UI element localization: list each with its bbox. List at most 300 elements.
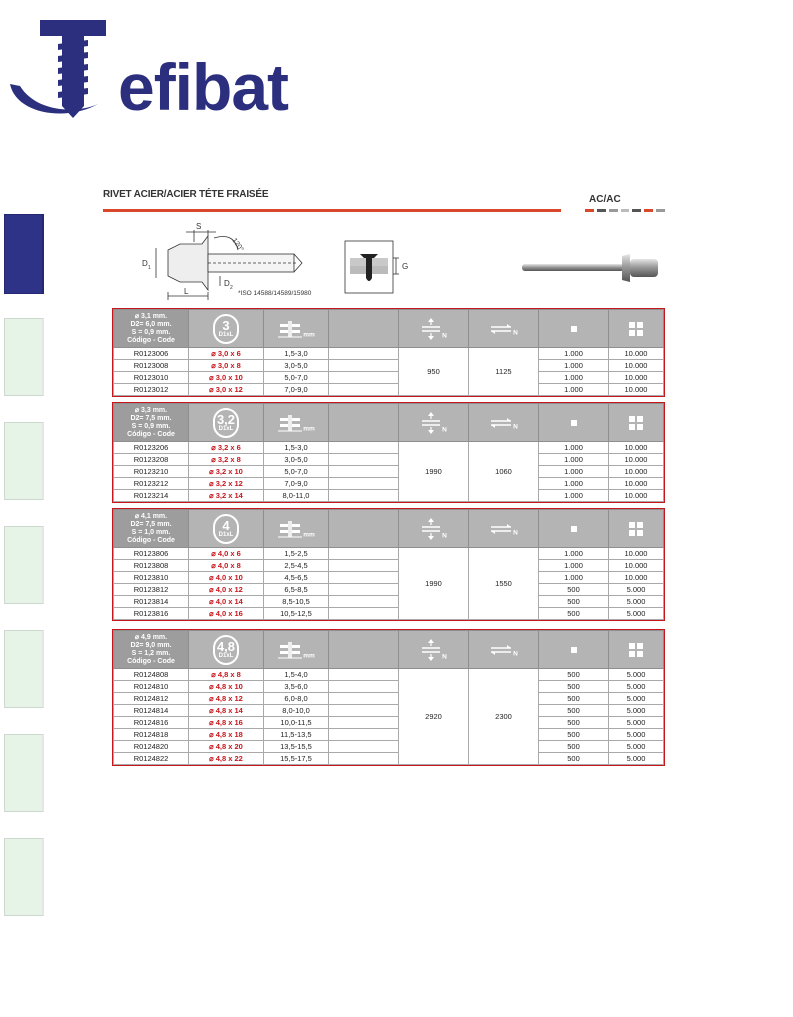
- product-dimension: ⌀ 3,2 x 12: [189, 478, 264, 490]
- empty-cell: [329, 596, 399, 608]
- unit-n: N: [442, 653, 447, 660]
- box-quantity: 500: [539, 693, 609, 705]
- tensile-strength: 950: [399, 348, 469, 396]
- pack-header: [609, 404, 664, 442]
- product-dimension: ⌀ 4,0 x 10: [189, 572, 264, 584]
- box-quantity: 1.000: [539, 478, 609, 490]
- length-icon: [277, 519, 303, 539]
- pack-quantity: 10.000: [609, 490, 664, 502]
- empty-header: [329, 404, 399, 442]
- pack-quantity: 10.000: [609, 572, 664, 584]
- shear-header: [469, 631, 539, 669]
- code-header-label: Código - Code: [127, 657, 175, 665]
- grip-range: 1,5-2,5: [264, 548, 329, 560]
- diameter-badge-sub: D1xL: [218, 531, 234, 538]
- box-quantity: 500: [539, 596, 609, 608]
- product-code: R0123806: [114, 548, 189, 560]
- box-quantity: 500: [539, 705, 609, 717]
- empty-header: [329, 310, 399, 348]
- grip-range: 1,5-3,0: [264, 348, 329, 360]
- installed-rivet-drawing: [344, 240, 416, 296]
- material-dash: [632, 209, 641, 212]
- tensile-header: [399, 404, 469, 442]
- table-header-row: [114, 310, 664, 348]
- empty-cell: [329, 478, 399, 490]
- product-dimension: ⌀ 3,2 x 6: [189, 442, 264, 454]
- unit-mm: mm: [303, 531, 315, 538]
- empty-cell: [329, 442, 399, 454]
- product-dimension: ⌀ 4,0 x 6: [189, 548, 264, 560]
- label-d2-sub: 2: [230, 285, 233, 291]
- product-code: R0123008: [114, 360, 189, 372]
- material-dash: [597, 209, 606, 212]
- pack-header: [609, 510, 664, 548]
- product-dimension: ⌀ 4,8 x 12: [189, 693, 264, 705]
- table-row: [114, 681, 664, 693]
- empty-cell: [329, 729, 399, 741]
- shear-strength: 2300: [469, 669, 539, 765]
- empty-cell: [329, 753, 399, 765]
- pack-quantity: 10.000: [609, 348, 664, 360]
- table-row: [114, 693, 664, 705]
- product-table: [113, 630, 664, 765]
- spec-line: S = 1,2 mm.: [131, 649, 171, 657]
- empty-cell: [329, 608, 399, 620]
- product-code: R0123814: [114, 596, 189, 608]
- product-dimension: ⌀ 4,0 x 12: [189, 584, 264, 596]
- product-code: R0124818: [114, 729, 189, 741]
- side-tab-3[interactable]: [4, 422, 44, 500]
- side-tab-2[interactable]: [4, 318, 44, 396]
- label-angle: 120°: [230, 237, 245, 254]
- empty-cell: [329, 572, 399, 584]
- pack-quantity: 5.000: [609, 584, 664, 596]
- tensile-strength: 1990: [399, 442, 469, 502]
- side-tab-active[interactable]: [4, 214, 44, 294]
- tensile-force-icon: [420, 412, 442, 434]
- material-dash: [585, 209, 594, 212]
- tensile-header: [399, 310, 469, 348]
- box-icon: [569, 524, 579, 534]
- box-quantity: 1.000: [539, 548, 609, 560]
- pack-quantity: 5.000: [609, 693, 664, 705]
- table-row: [114, 466, 664, 478]
- shear-strength: 1060: [469, 442, 539, 502]
- spec-header: [114, 631, 189, 669]
- table-row: [114, 705, 664, 717]
- shear-strength: 1550: [469, 548, 539, 620]
- box-quantity: 1.000: [539, 384, 609, 396]
- diameter-header: [189, 510, 264, 548]
- table-row: [114, 596, 664, 608]
- diameter-badge-value: 4,8: [216, 638, 236, 654]
- box-quantity: 500: [539, 729, 609, 741]
- table-row: [114, 729, 664, 741]
- grip-range: 3,0-5,0: [264, 454, 329, 466]
- grip-range: 13,5-15,5: [264, 741, 329, 753]
- box-header: [539, 510, 609, 548]
- product-dimension: ⌀ 4,0 x 14: [189, 596, 264, 608]
- code-header-label: Código - Code: [127, 536, 175, 544]
- pack-quantity: 5.000: [609, 717, 664, 729]
- spec-line: D2= 7,5 mm.: [130, 414, 172, 422]
- spec-line: D2= 6,0 mm.: [130, 320, 172, 328]
- box-quantity: 500: [539, 608, 609, 620]
- grip-range: 8,0-11,0: [264, 490, 329, 502]
- label-d2: D: [224, 279, 230, 288]
- grip-range: 5,0-7,0: [264, 372, 329, 384]
- material-label: AC/AC: [589, 194, 621, 205]
- side-tab-4[interactable]: [4, 526, 44, 604]
- pack-quantity: 10.000: [609, 478, 664, 490]
- product-dimension: ⌀ 4,8 x 10: [189, 681, 264, 693]
- length-icon: [277, 640, 303, 660]
- table-header-row: [114, 404, 664, 442]
- spec-header: [114, 310, 189, 348]
- pack-header: [609, 310, 664, 348]
- code-header-label: Código - Code: [127, 336, 175, 344]
- product-dimension: ⌀ 4,8 x 16: [189, 717, 264, 729]
- material-dashes: [585, 209, 665, 212]
- pack-quantity: 5.000: [609, 608, 664, 620]
- box-quantity: 1.000: [539, 560, 609, 572]
- product-code: R0123012: [114, 384, 189, 396]
- pack-icon: [628, 521, 644, 537]
- pack-quantity: 5.000: [609, 741, 664, 753]
- pack-quantity: 5.000: [609, 596, 664, 608]
- diameter-badge-sub: D1xL: [218, 652, 234, 659]
- product-code: R0124816: [114, 717, 189, 729]
- table-row: [114, 360, 664, 372]
- box-quantity: 1.000: [539, 454, 609, 466]
- empty-header: [329, 631, 399, 669]
- product-code: R0123006: [114, 348, 189, 360]
- spec-line: D2= 7,5 mm.: [130, 520, 172, 528]
- table-row: [114, 560, 664, 572]
- empty-cell: [329, 717, 399, 729]
- pack-quantity: 5.000: [609, 753, 664, 765]
- product-dimension: ⌀ 3,2 x 8: [189, 454, 264, 466]
- side-tab-6[interactable]: [4, 734, 44, 812]
- shear-strength: 1125: [469, 348, 539, 396]
- product-dimension: ⌀ 4,8 x 8: [189, 669, 264, 681]
- table-row: [114, 454, 664, 466]
- box-quantity: 1.000: [539, 348, 609, 360]
- pack-quantity: 5.000: [609, 705, 664, 717]
- table-row: [114, 669, 664, 681]
- product-code: R0123214: [114, 490, 189, 502]
- table-row: [114, 717, 664, 729]
- unit-n: N: [442, 532, 447, 539]
- tensile-force-icon: [420, 318, 442, 340]
- spec-line: ⌀ 3,1 mm.: [134, 312, 168, 320]
- table-row: [114, 608, 664, 620]
- box-header: [539, 404, 609, 442]
- grip-range: 6,0-8,0: [264, 693, 329, 705]
- diameter-badge-value: 3: [222, 317, 230, 333]
- box-quantity: 500: [539, 753, 609, 765]
- grip-range: 7,0-9,0: [264, 384, 329, 396]
- shear-header: [469, 404, 539, 442]
- diameter-header: [189, 404, 264, 442]
- label-g: G: [402, 262, 409, 271]
- material-dash: [656, 209, 665, 212]
- box-icon: [569, 324, 579, 334]
- diameter-badge-sub: D1xL: [218, 425, 234, 432]
- spec-line: ⌀ 3,3 mm.: [134, 406, 168, 414]
- tensile-force-icon: [420, 518, 442, 540]
- grip-range: 8,0-10,0: [264, 705, 329, 717]
- grip-range: 6,5-8,5: [264, 584, 329, 596]
- empty-cell: [329, 348, 399, 360]
- tensile-strength: 2920: [399, 669, 469, 765]
- grip-range: 2,5-4,5: [264, 560, 329, 572]
- tensile-force-icon: [420, 639, 442, 661]
- product-dimension: ⌀ 4,8 x 14: [189, 705, 264, 717]
- table-row: [114, 753, 664, 765]
- product-dimension: ⌀ 3,0 x 6: [189, 348, 264, 360]
- box-quantity: 1.000: [539, 372, 609, 384]
- box-header: [539, 631, 609, 669]
- table-header-row: [114, 510, 664, 548]
- box-quantity: 1.000: [539, 490, 609, 502]
- pack-quantity: 10.000: [609, 372, 664, 384]
- side-tab-5[interactable]: [4, 630, 44, 708]
- shear-header: [469, 310, 539, 348]
- table-row: [114, 478, 664, 490]
- grip-range: 1,5-4,0: [264, 669, 329, 681]
- pack-icon: [628, 321, 644, 337]
- product-table: [113, 509, 664, 620]
- box-icon: [569, 645, 579, 655]
- product-code: R0123210: [114, 466, 189, 478]
- rivet-photo: [518, 252, 664, 284]
- grip-range: 11,5-13,5: [264, 729, 329, 741]
- diameter-badge-sub: D1xL: [218, 331, 234, 338]
- product-dimension: ⌀ 4,8 x 22: [189, 753, 264, 765]
- pack-quantity: 5.000: [609, 669, 664, 681]
- product-code: R0123010: [114, 372, 189, 384]
- shear-force-icon: [489, 415, 513, 431]
- grip-range: 5,0-7,0: [264, 466, 329, 478]
- grip-header: [264, 510, 329, 548]
- length-icon: [277, 413, 303, 433]
- product-code: R0123812: [114, 584, 189, 596]
- pack-quantity: 5.000: [609, 729, 664, 741]
- spec-line: ⌀ 4,9 mm.: [134, 633, 168, 641]
- product-dimension: ⌀ 4,0 x 16: [189, 608, 264, 620]
- empty-cell: [329, 741, 399, 753]
- diameter-badge: [213, 635, 239, 665]
- product-code: R0123212: [114, 478, 189, 490]
- product-code: R0123808: [114, 560, 189, 572]
- product-dimension: ⌀ 4,8 x 18: [189, 729, 264, 741]
- pack-quantity: 10.000: [609, 454, 664, 466]
- spec-header: [114, 404, 189, 442]
- pack-quantity: 10.000: [609, 384, 664, 396]
- unit-n: N: [513, 329, 518, 336]
- spec-line: S = 1,0 mm.: [131, 528, 171, 536]
- empty-cell: [329, 681, 399, 693]
- unit-mm: mm: [303, 331, 315, 338]
- diameter-badge: [213, 408, 239, 438]
- pack-header: [609, 631, 664, 669]
- product-table: [113, 309, 664, 396]
- box-icon: [569, 418, 579, 428]
- spec-line: S = 0,9 mm.: [131, 422, 171, 430]
- diameter-header: [189, 631, 264, 669]
- box-quantity: 1.000: [539, 360, 609, 372]
- pack-quantity: 10.000: [609, 360, 664, 372]
- iso-note: *ISO 14588/14589/15980: [238, 290, 312, 297]
- box-quantity: 1.000: [539, 442, 609, 454]
- pack-quantity: 5.000: [609, 681, 664, 693]
- empty-header: [329, 510, 399, 548]
- section-title: RIVET ACIER/ACIER TÉTE FRAISÉE: [103, 189, 269, 200]
- table-header-row: [114, 631, 664, 669]
- unit-n: N: [513, 423, 518, 430]
- code-header-label: Código - Code: [127, 430, 175, 438]
- product-code: R0124808: [114, 669, 189, 681]
- grip-range: 8,5-10,5: [264, 596, 329, 608]
- brand-name: efibat: [118, 50, 289, 124]
- product-dimension: ⌀ 3,0 x 8: [189, 360, 264, 372]
- screw-logo-icon: [6, 14, 126, 124]
- diameter-header: [189, 310, 264, 348]
- product-code: R0124822: [114, 753, 189, 765]
- table-row: [114, 584, 664, 596]
- grip-range: 3,0-5,0: [264, 360, 329, 372]
- pack-quantity: 10.000: [609, 442, 664, 454]
- grip-range: 15,5-17,5: [264, 753, 329, 765]
- spec-line: ⌀ 4,1 mm.: [134, 512, 168, 520]
- empty-cell: [329, 560, 399, 572]
- brand-logo: [6, 14, 326, 124]
- table-row: [114, 442, 664, 454]
- product-code: R0124820: [114, 741, 189, 753]
- diameter-badge-value: 4: [222, 517, 230, 533]
- section-underline: [103, 209, 561, 212]
- pack-icon: [628, 415, 644, 431]
- grip-range: 10,0-11,5: [264, 717, 329, 729]
- empty-cell: [329, 372, 399, 384]
- table-row: [114, 490, 664, 502]
- shear-header: [469, 510, 539, 548]
- product-dimension: ⌀ 3,0 x 10: [189, 372, 264, 384]
- empty-cell: [329, 705, 399, 717]
- product-dimension: ⌀ 4,0 x 8: [189, 560, 264, 572]
- spec-header: [114, 510, 189, 548]
- box-header: [539, 310, 609, 348]
- empty-cell: [329, 693, 399, 705]
- empty-cell: [329, 548, 399, 560]
- spec-line: D2= 9,0 mm.: [130, 641, 172, 649]
- tensile-header: [399, 631, 469, 669]
- grip-range: 10,5-12,5: [264, 608, 329, 620]
- material-dash: [609, 209, 618, 212]
- product-code: R0124810: [114, 681, 189, 693]
- pack-quantity: 10.000: [609, 560, 664, 572]
- material-dash: [644, 209, 653, 212]
- label-d1-sub: 1: [148, 265, 151, 271]
- diameter-badge: [213, 314, 239, 344]
- unit-n: N: [442, 332, 447, 339]
- grip-header: [264, 404, 329, 442]
- empty-cell: [329, 584, 399, 596]
- empty-cell: [329, 466, 399, 478]
- shear-force-icon: [489, 642, 513, 658]
- table-row: [114, 741, 664, 753]
- table-row: [114, 572, 664, 584]
- table-row: [114, 384, 664, 396]
- box-quantity: 1.000: [539, 466, 609, 478]
- product-code: R0123208: [114, 454, 189, 466]
- grip-range: 1,5-3,0: [264, 442, 329, 454]
- product-dimension: ⌀ 3,2 x 10: [189, 466, 264, 478]
- empty-cell: [329, 360, 399, 372]
- product-dimension: ⌀ 3,0 x 12: [189, 384, 264, 396]
- table-row: [114, 548, 664, 560]
- label-l: L: [184, 287, 189, 296]
- unit-n: N: [513, 529, 518, 536]
- unit-mm: mm: [303, 425, 315, 432]
- grip-range: 7,0-9,0: [264, 478, 329, 490]
- unit-n: N: [442, 426, 447, 433]
- spec-line: S = 0,9 mm.: [131, 328, 171, 336]
- diameter-badge-value: 3,2: [216, 411, 236, 427]
- label-d1: D: [142, 259, 148, 268]
- product-code: R0124814: [114, 705, 189, 717]
- box-quantity: 500: [539, 669, 609, 681]
- product-dimension: ⌀ 3,2 x 14: [189, 490, 264, 502]
- box-quantity: 500: [539, 681, 609, 693]
- product-code: R0123810: [114, 572, 189, 584]
- grip-header: [264, 310, 329, 348]
- pack-icon: [628, 642, 644, 658]
- tensile-header: [399, 510, 469, 548]
- empty-cell: [329, 490, 399, 502]
- unit-mm: mm: [303, 652, 315, 659]
- product-table: [113, 403, 664, 502]
- product-dimension: ⌀ 4,8 x 20: [189, 741, 264, 753]
- unit-n: N: [513, 650, 518, 657]
- empty-cell: [329, 384, 399, 396]
- diameter-badge: [213, 514, 239, 544]
- table-row: [114, 372, 664, 384]
- empty-cell: [329, 454, 399, 466]
- box-quantity: 500: [539, 717, 609, 729]
- box-quantity: 500: [539, 741, 609, 753]
- product-code: R0123206: [114, 442, 189, 454]
- shear-force-icon: [489, 521, 513, 537]
- empty-cell: [329, 669, 399, 681]
- grip-range: 4,5-6,5: [264, 572, 329, 584]
- box-quantity: 500: [539, 584, 609, 596]
- label-s: S: [196, 222, 202, 231]
- pack-quantity: 10.000: [609, 548, 664, 560]
- shear-force-icon: [489, 321, 513, 337]
- table-row: [114, 348, 664, 360]
- length-icon: [277, 319, 303, 339]
- grip-range: 3,5-6,0: [264, 681, 329, 693]
- material-dash: [621, 209, 630, 212]
- product-code: R0123816: [114, 608, 189, 620]
- product-code: R0124812: [114, 693, 189, 705]
- grip-header: [264, 631, 329, 669]
- side-tab-7[interactable]: [4, 838, 44, 916]
- tensile-strength: 1990: [399, 548, 469, 620]
- pack-quantity: 10.000: [609, 466, 664, 478]
